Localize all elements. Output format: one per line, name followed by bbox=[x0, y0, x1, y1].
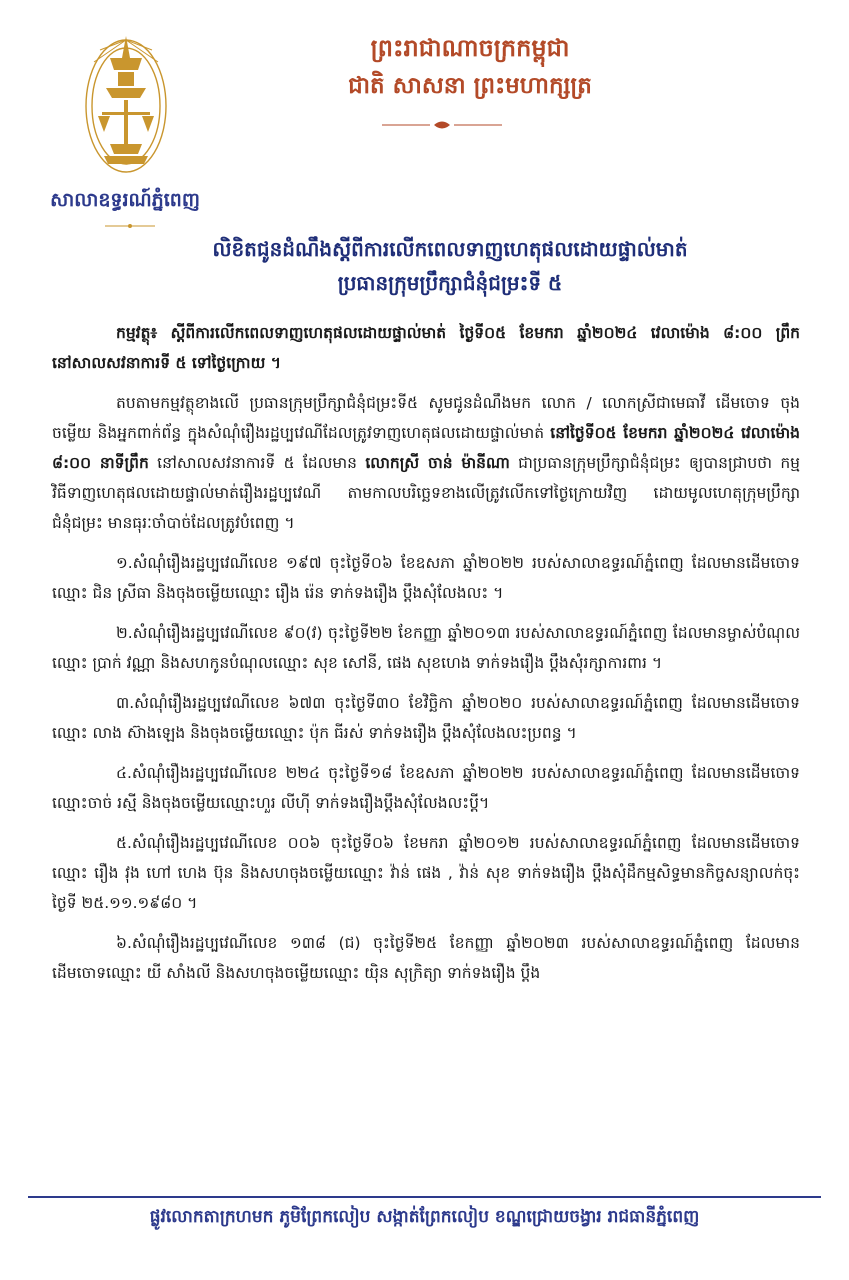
case-item: ៣.សំណុំរឿងរដ្ឋប្បវេណីលេខ ៦៧៣ ចុះថ្ងៃទី៣០ ខែវិច្ឆិកា ឆ្នាំ២០២០ របស់សាលាឧទ្ធរណ៍ភ្នំពេញ ដែលមានដើមចោទឈ្មោះ លាង ស៊ាងឡេង និងចុងចម្លើយឈ្មោះ ប៉ុក ធីរស់ ទាក់ទងរឿង ប្តឹងសុំលែងលះប្រពន្ធ ។ bbox=[52, 694, 800, 742]
court-name: សាលាឧទ្ធរណ៍ភ្នំពេញ bbox=[50, 189, 200, 211]
footer-divider bbox=[28, 1196, 821, 1198]
case-item: ៤.សំណុំរឿងរដ្ឋប្បវេណីលេខ ២២៤ ចុះថ្ងៃទី១៨ ខែឧសភា ឆ្នាំ២០២២ របស់សាលាឧទ្ធរណ៍ភ្នំពេញ ដែលមានដើមចោទឈ្មោះចាច់ រស្មី និងចុងចម្លើយឈ្មោះហួរ លីហ៊ី ទាក់ទងរឿងប្តឹងសុំលែងលះប្តី។ bbox=[52, 764, 800, 812]
document-body bbox=[52, 318, 800, 998]
court-emblem-icon bbox=[80, 28, 172, 178]
title-line-1: លិខិតជូនដំណឹងស្តីពីការលើកពេលទាញហេតុផលដោយផ្ទាល់មាត់ bbox=[212, 237, 688, 261]
case-item: ២.សំណុំរឿងរដ្ឋប្បវេណីលេខ ៩០(វ) ចុះថ្ងៃទី២២ ខែកញ្ញា ឆ្នាំ២០១៣ របស់សាលាឧទ្ធរណ៍ភ្នំពេញ ដែលមានម្ចាស់បំណុលឈ្មោះ ប្រាក់ វណ្ណា និងសហកូនបំណុលឈ្មោះ សុខ សៅនី, ផេង សុខហេង ទាក់ទងរឿង ប្តឹងសុំរក្សាការពារ ។ bbox=[52, 624, 800, 672]
title-line-2: ប្រធានក្រុមប្រឹក្សាជំនុំជម្រះទី ៥ bbox=[337, 271, 563, 295]
subject-text: ស្តីពីការលើកពេលទាញហេតុផលដោយផ្ទាល់មាត់ ថ្ងៃទី០៥ ខែមករា ឆ្នាំ២០២៤ វេលាម៉ោង ៨:០០ ព្រឹក នៅសាលសវនាការទី ៥ ទៅថ្ងៃក្រោយ ។ bbox=[52, 324, 800, 372]
intro-text-a: តបតាមកម្មវត្ថុខាងលើ ប្រធានក្រុមប្រឹក្សាជំនុំជម្រះទី៥ សូមជូនដំណឹងមក លោក / លោកស្រីជាមេធាវី ដើមចោទ ចុងចម្លើយ និងអ្នកពាក់ព័ន្ធ ក្នុងសំណុំរឿងរដ្ឋប្បវេណីដែលត្រូវទាញហេតុផលដោយផ្ទាល់មាត់ bbox=[52, 394, 800, 442]
ornament-divider-icon bbox=[105, 222, 155, 230]
case-item: ៦.សំណុំរឿងរដ្ឋប្បវេណីលេខ ១៣៨ (ជ) ចុះថ្ងៃទី២៥ ខែកញ្ញា ឆ្នាំ២០២៣ របស់សាលាឧទ្ធរណ៍ភ្នំពេញ ដែលមានដើមចោទឈ្មោះ យី សាំងលី និងសហចុងចម្លើយឈ្មោះ យ៉ិន សុក្រិត្យា ទាក់ទងរឿង ប្តឹង bbox=[52, 934, 800, 982]
case-item: ១.សំណុំរឿងរដ្ឋប្បវេណីលេខ ១៩៧ ចុះថ្ងៃទី០៦ ខែឧសភា ឆ្នាំ២០២២ របស់សាលាឧទ្ធរណ៍ភ្នំពេញ ដែលមានដើមចោទឈ្មោះ ជិន ស្រីធា និងចុងចម្លើយឈ្មោះ រឿង រ៉េន ទាក់ទងរឿង ប្តឹងសុំលែងលះ ។ bbox=[52, 554, 800, 602]
subject-paragraph bbox=[52, 318, 800, 378]
intro-paragraph bbox=[52, 388, 800, 538]
intro-text-c: ជាប្រធានក្រុមប្រឹក្សាជំនុំជម្រះ ឲ្យបានជ្រាបថា កម្មវិធីទាញហេតុផលដោយផ្ទាល់មាត់រឿងរដ្ឋប្បវេណី តាមកាលបរិច្ឆេទខាងលើត្រូវលើកទៅថ្ងៃក្រោយវិញ ដោយមូលហេតុក្រុមប្រឹក្សាជំនុំជម្រះ មានធុរៈចាំបាច់ដែលត្រូវបំពេញ ។ bbox=[52, 454, 800, 532]
intro-text-b: នៅសាលសវនាការទី ៥ ដែលមាន bbox=[148, 454, 366, 472]
kingdom-heading: ព្រះរាជាណាចក្រកម្ពុជា bbox=[370, 34, 570, 62]
intro-date: នៅថ្ងៃទី០៥ ខែមករា ឆ្នាំ២០២៤ វេលាម៉ោង ៨:០០ នាទីព្រឹក bbox=[52, 424, 801, 472]
national-motto: ជាតិ សាសនា ព្រះមហាក្សត្រ bbox=[348, 73, 592, 99]
case-item: ៥.សំណុំរឿងរដ្ឋប្បវេណីលេខ ០០៦ ចុះថ្ងៃទី០៦ ខែមករា ឆ្នាំ២០១២ របស់សាលាឧទ្ធរណ៍ភ្នំពេញ ដែលមានដើមចោទឈ្មោះ រឿង វុង ហៅ ហេង ប៊ុន និងសហចុងចម្លើយឈ្មោះ វ៉ាន់ ផេង , វ៉ាន់ សុខ ទាក់ទងរឿង ប្តឹងសុំដឹកម្មសិទ្ធមានកិច្ចសន្យាលក់ចុះថ្ងៃទី ២៥.១១.១៩៨០ ។ bbox=[52, 834, 800, 912]
footer-address: ផ្លូវលោកតាក្រហមក ភូមិព្រែកលៀប សង្កាត់ព្រែកលៀប ខណ្ឌជ្រោយចង្វារ រាជធានីភ្នំពេញ bbox=[149, 1207, 700, 1227]
presiding-judge: លោកស្រី ចាន់ ម៉ានីណា bbox=[365, 454, 510, 472]
ornament-divider-icon bbox=[382, 118, 502, 132]
subject-label: កម្មវត្ថុ៖ bbox=[116, 324, 158, 342]
document-title bbox=[150, 232, 750, 300]
